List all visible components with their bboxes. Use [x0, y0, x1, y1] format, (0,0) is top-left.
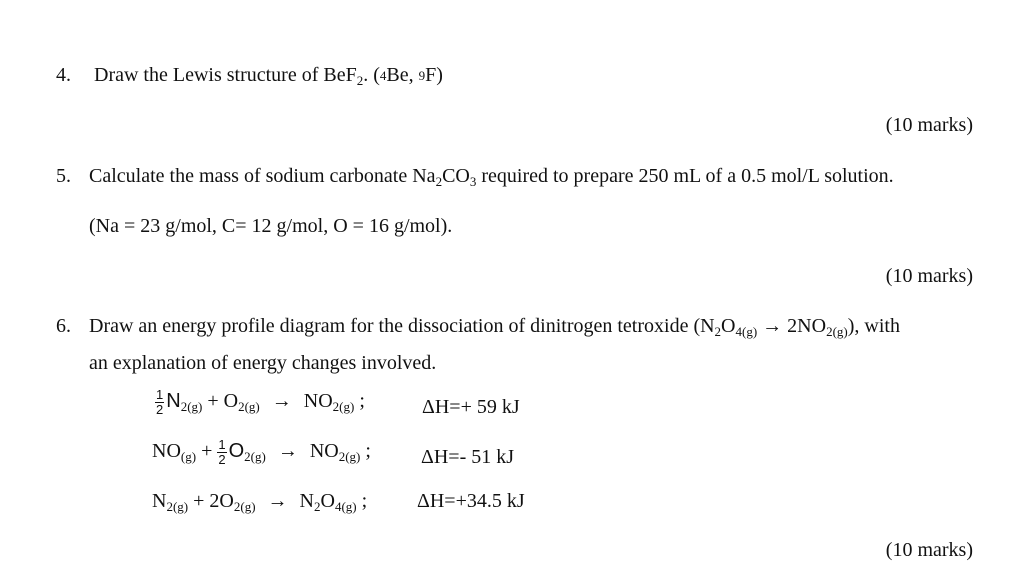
equation-3-enthalpy: ΔH=+34.5 kJ: [417, 490, 525, 512]
question-6-line-1: Draw an energy profile diagram for the dissociation of dinitrogen tetroxide $(N_2O_{4(g)} \to 2NO_{2(g)})$, with: [89, 315, 900, 339]
equation-1: $\frac{1}{2}$ $N_{2(g)} + O_{2(g)} \to NO_{2(g)}$ ;: [156, 387, 365, 417]
equation-2: $NO_{(g)}$ + $\frac{1}{2}$ $O_{2(g)} \to NO_{2(g)}$ ;: [152, 437, 371, 467]
question-4-marks: (10 marks): [885, 114, 973, 136]
question-4-text: Draw the Lewis structure of BeF$_2$. (4Be, 9F): [94, 64, 443, 88]
question-6-line-2: an explanation of energy changes involved.: [89, 352, 437, 374]
question-5-number: 5.: [56, 165, 71, 187]
question-5-line-1: Calculate the mass of sodium carbonate $Na_2CO_3$ required to prepare 250 mL of a 0.5 mol/L solution.: [89, 165, 894, 189]
half-fraction: $\frac{1}{2}$: [156, 387, 164, 417]
question-6-marks: (10 marks): [885, 539, 973, 561]
equation-2-enthalpy: ΔH=- 51 kJ: [421, 446, 515, 468]
question-4-number: 4.: [56, 64, 71, 86]
equation-3: $N_{2(g)} + 2O_{2(g)} \to N_2O_{4(g)}$ ;: [152, 490, 368, 514]
equation-1-enthalpy: ΔH=+ 59 kJ: [422, 396, 520, 418]
question-6-number: 6.: [56, 315, 71, 337]
question-5-marks: (10 marks): [885, 265, 973, 287]
question-5-line-2: (Na = 23 g/mol, C= 12 g/mol, O = 16 g/mol).: [89, 215, 453, 237]
half-fraction: $\frac{1}{2}$: [218, 437, 226, 467]
